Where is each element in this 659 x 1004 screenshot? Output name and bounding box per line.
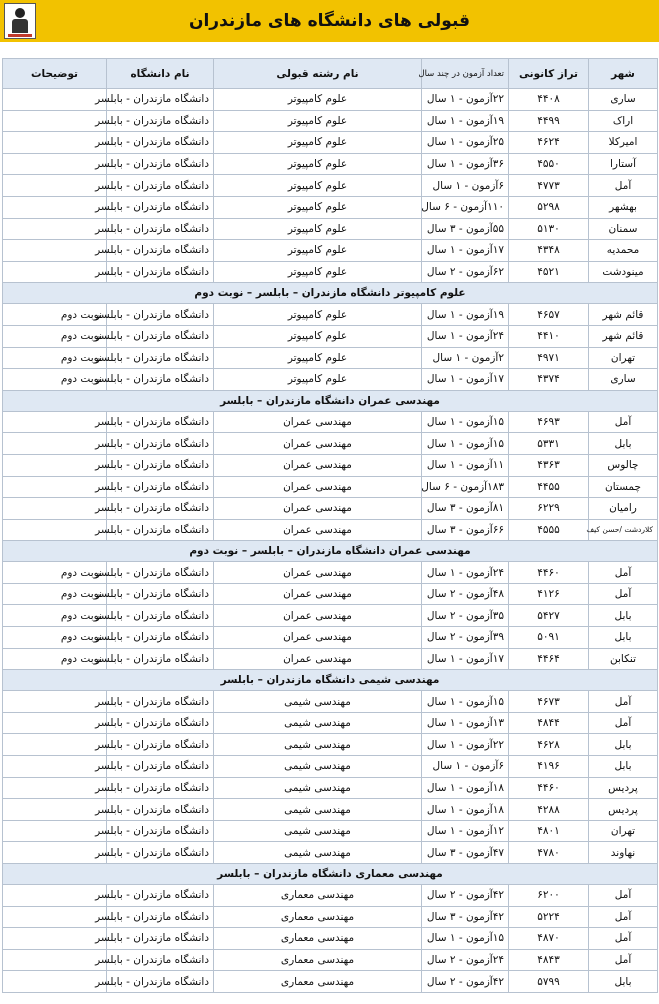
major-cell: علوم کامپیوتر <box>214 261 422 283</box>
table-row <box>3 949 658 971</box>
admissions-table <box>2 58 658 993</box>
university-cell: دانشگاه مازندران - بابلسر <box>107 261 214 283</box>
university-cell: دانشگاه مازندران - بابلسر <box>107 885 214 907</box>
header-university: نام دانشگاه <box>107 59 214 89</box>
city-cell: امیرکلا <box>589 132 658 154</box>
exams-cell: ۸۱آزمون - ۳ سال <box>422 498 509 520</box>
university-cell: دانشگاه مازندران - بابلسر <box>107 519 214 541</box>
city-cell: بابل <box>589 734 658 756</box>
table-row <box>3 928 658 950</box>
note-cell <box>3 498 107 520</box>
section-header-row <box>3 670 658 691</box>
section-header-row <box>3 390 658 411</box>
exams-cell: ۱۷آزمون - ۱ سال <box>422 648 509 670</box>
university-cell: دانشگاه مازندران - بابلسر <box>107 89 214 111</box>
score-cell: ۴۴۹۹ <box>509 110 589 132</box>
city-cell: قائم شهر <box>589 304 658 326</box>
exams-cell: ۲۲آزمون - ۱ سال <box>422 89 509 111</box>
score-cell: ۴۶۲۴ <box>509 132 589 154</box>
university-cell: دانشگاه مازندران - بابلسر <box>107 476 214 498</box>
section-header-row <box>3 541 658 562</box>
table-row <box>3 369 658 391</box>
exams-cell: ۲۴آزمون - ۱ سال <box>422 325 509 347</box>
score-cell: ۵۰۹۱ <box>509 627 589 649</box>
score-cell: ۴۷۷۳ <box>509 175 589 197</box>
score-cell: ۴۶۷۳ <box>509 691 589 713</box>
table-row <box>3 132 658 154</box>
city-cell: بابل <box>589 433 658 455</box>
city-cell: بهشهر <box>589 196 658 218</box>
score-cell: ۴۸۴۴ <box>509 712 589 734</box>
major-cell: علوم کامپیوتر <box>214 347 422 369</box>
university-cell: دانشگاه مازندران - بابلسر <box>107 454 214 476</box>
section-title: علوم کامپیوتر دانشگاه مازندران – بابلسر – نوبت دوم <box>3 283 658 304</box>
note-cell: نوبت دوم <box>3 583 107 605</box>
table-row <box>3 627 658 649</box>
city-cell: اراک <box>589 110 658 132</box>
table-row <box>3 906 658 928</box>
score-cell: ۵۷۹۹ <box>509 971 589 993</box>
university-cell: دانشگاه مازندران - بابلسر <box>107 949 214 971</box>
major-cell: مهندسی شیمی <box>214 842 422 864</box>
score-cell: ۴۱۲۶ <box>509 583 589 605</box>
exams-cell: ۱۱آزمون - ۱ سال <box>422 454 509 476</box>
city-cell: آمل <box>589 562 658 584</box>
table-row <box>3 261 658 283</box>
score-cell: ۴۴۵۵ <box>509 476 589 498</box>
header-city: شهر <box>589 59 658 89</box>
university-cell: دانشگاه مازندران - بابلسر <box>107 971 214 993</box>
score-cell: ۴۵۲۱ <box>509 261 589 283</box>
note-cell <box>3 799 107 821</box>
exams-cell: ۱۲آزمون - ۱ سال <box>422 820 509 842</box>
exams-cell: ۱۵آزمون - ۱ سال <box>422 691 509 713</box>
university-cell: دانشگاه مازندران - بابلسر <box>107 411 214 433</box>
score-cell: ۴۵۵۰ <box>509 153 589 175</box>
note-cell: نوبت دوم <box>3 369 107 391</box>
note-cell <box>3 240 107 262</box>
city-cell: نهاوند <box>589 842 658 864</box>
university-cell: دانشگاه مازندران - بابلسر <box>107 906 214 928</box>
table-row <box>3 196 658 218</box>
header-score: تراز کانونی <box>509 59 589 89</box>
table-row <box>3 885 658 907</box>
section-title: مهندسی شیمی دانشگاه مازندران – بابلسر <box>3 670 658 691</box>
score-cell: ۴۶۲۸ <box>509 734 589 756</box>
major-cell: علوم کامپیوتر <box>214 304 422 326</box>
major-cell: مهندسی شیمی <box>214 734 422 756</box>
table-row <box>3 304 658 326</box>
major-cell: علوم کامپیوتر <box>214 218 422 240</box>
major-cell: مهندسی عمران <box>214 562 422 584</box>
note-cell <box>3 89 107 111</box>
major-cell: مهندسی عمران <box>214 476 422 498</box>
city-cell: آمل <box>589 885 658 907</box>
exams-cell: ۲۵آزمون - ۱ سال <box>422 132 509 154</box>
score-cell: ۴۶۹۳ <box>509 411 589 433</box>
score-cell: ۴۳۶۳ <box>509 454 589 476</box>
university-cell: دانشگاه مازندران - بابلسر <box>107 648 214 670</box>
university-cell: دانشگاه مازندران - بابلسر <box>107 605 214 627</box>
note-cell: نوبت دوم <box>3 648 107 670</box>
major-cell: علوم کامپیوتر <box>214 153 422 175</box>
note-cell <box>3 519 107 541</box>
note-cell <box>3 949 107 971</box>
city-cell: آمل <box>589 928 658 950</box>
city-cell: بابل <box>589 605 658 627</box>
score-cell: ۵۲۹۸ <box>509 196 589 218</box>
exams-cell: ۴۷آزمون - ۳ سال <box>422 842 509 864</box>
table-row <box>3 325 658 347</box>
score-cell: ۵۴۲۷ <box>509 605 589 627</box>
note-cell: نوبت دوم <box>3 347 107 369</box>
city-cell: پردیس <box>589 799 658 821</box>
section-title: مهندسی عمران دانشگاه مازندران – بابلسر <box>3 390 658 411</box>
city-cell: کلاردشت /حسن کیف <box>589 519 658 541</box>
city-cell: پردیس <box>589 777 658 799</box>
exams-cell: ۱۷آزمون - ۱ سال <box>422 240 509 262</box>
table-row <box>3 498 658 520</box>
note-cell <box>3 411 107 433</box>
university-cell: دانشگاه مازندران - بابلسر <box>107 369 214 391</box>
note-cell <box>3 218 107 240</box>
note-cell <box>3 842 107 864</box>
university-cell: دانشگاه مازندران - بابلسر <box>107 928 214 950</box>
university-cell: دانشگاه مازندران - بابلسر <box>107 218 214 240</box>
note-cell <box>3 433 107 455</box>
note-cell <box>3 928 107 950</box>
table-row <box>3 347 658 369</box>
header-notes: توضیحات <box>3 59 107 89</box>
score-cell: ۴۸۰۱ <box>509 820 589 842</box>
section-header-row <box>3 283 658 304</box>
city-cell: بابل <box>589 971 658 993</box>
note-cell <box>3 971 107 993</box>
university-cell: دانشگاه مازندران - بابلسر <box>107 734 214 756</box>
score-cell: ۴۸۷۰ <box>509 928 589 950</box>
table-row <box>3 476 658 498</box>
section-title: مهندسی عمران دانشگاه مازندران – بابلسر – نوبت دوم <box>3 541 658 562</box>
header-exams: تعداد آزمون در چند سال <box>422 59 509 89</box>
major-cell: مهندسی عمران <box>214 605 422 627</box>
city-cell: بابل <box>589 756 658 778</box>
city-cell: آمل <box>589 949 658 971</box>
major-cell: علوم کامپیوتر <box>214 240 422 262</box>
table-row <box>3 240 658 262</box>
exams-cell: ۳۵آزمون - ۲ سال <box>422 605 509 627</box>
city-cell: بابل <box>589 627 658 649</box>
exams-cell: ۱۵آزمون - ۱ سال <box>422 928 509 950</box>
major-cell: مهندسی عمران <box>214 627 422 649</box>
score-cell: ۵۱۳۰ <box>509 218 589 240</box>
note-cell <box>3 454 107 476</box>
page-title: قبولی های دانشگاه های مازندران <box>188 11 471 31</box>
table-row <box>3 433 658 455</box>
major-cell: علوم کامپیوتر <box>214 325 422 347</box>
university-cell: دانشگاه مازندران - بابلسر <box>107 240 214 262</box>
score-cell: ۴۴۶۰ <box>509 777 589 799</box>
table-row <box>3 605 658 627</box>
exams-cell: ۴۸آزمون - ۲ سال <box>422 583 509 605</box>
table-row <box>3 777 658 799</box>
note-cell: نوبت دوم <box>3 627 107 649</box>
table-row <box>3 519 658 541</box>
note-cell: نوبت دوم <box>3 325 107 347</box>
university-cell: دانشگاه مازندران - بابلسر <box>107 756 214 778</box>
city-cell: آمل <box>589 175 658 197</box>
table-row <box>3 734 658 756</box>
exams-cell: ۶آزمون - ۱ سال <box>422 175 509 197</box>
university-cell: دانشگاه مازندران - بابلسر <box>107 433 214 455</box>
major-cell: مهندسی معماری <box>214 928 422 950</box>
major-cell: مهندسی معماری <box>214 906 422 928</box>
city-cell: تنکابن <box>589 648 658 670</box>
major-cell: مهندسی عمران <box>214 498 422 520</box>
section-title: مهندسی معماری دانشگاه مازندران – بابلسر <box>3 864 658 885</box>
major-cell: مهندسی شیمی <box>214 691 422 713</box>
major-cell: علوم کامپیوتر <box>214 132 422 154</box>
score-cell: ۶۲۲۹ <box>509 498 589 520</box>
major-cell: مهندسی معماری <box>214 949 422 971</box>
exams-cell: ۱۷آزمون - ۱ سال <box>422 369 509 391</box>
major-cell: مهندسی شیمی <box>214 799 422 821</box>
table-row <box>3 648 658 670</box>
university-cell: دانشگاه مازندران - بابلسر <box>107 712 214 734</box>
exams-cell: ۵۵آزمون - ۳ سال <box>422 218 509 240</box>
city-cell: تهران <box>589 347 658 369</box>
university-cell: دانشگاه مازندران - بابلسر <box>107 777 214 799</box>
score-cell: ۴۵۵۵ <box>509 519 589 541</box>
table-row <box>3 712 658 734</box>
university-cell: دانشگاه مازندران - بابلسر <box>107 153 214 175</box>
major-cell: علوم کامپیوتر <box>214 89 422 111</box>
logo-icon <box>4 3 36 39</box>
score-cell: ۴۴۰۸ <box>509 89 589 111</box>
exams-cell: ۳۶آزمون - ۱ سال <box>422 153 509 175</box>
university-cell: دانشگاه مازندران - بابلسر <box>107 820 214 842</box>
note-cell <box>3 153 107 175</box>
exams-cell: ۴۲آزمون - ۲ سال <box>422 971 509 993</box>
score-cell: ۶۲۰۰ <box>509 885 589 907</box>
major-cell: مهندسی شیمی <box>214 756 422 778</box>
city-cell: رامیان <box>589 498 658 520</box>
note-cell: نوبت دوم <box>3 304 107 326</box>
score-cell: ۴۴۶۴ <box>509 648 589 670</box>
score-cell: ۴۳۷۴ <box>509 369 589 391</box>
major-cell: مهندسی معماری <box>214 971 422 993</box>
table-row <box>3 411 658 433</box>
note-cell: نوبت دوم <box>3 605 107 627</box>
city-cell: چمستان <box>589 476 658 498</box>
major-cell: مهندسی معماری <box>214 885 422 907</box>
city-cell: آمل <box>589 411 658 433</box>
university-cell: دانشگاه مازندران - بابلسر <box>107 627 214 649</box>
exams-cell: ۱۸آزمون - ۱ سال <box>422 799 509 821</box>
exams-cell: ۱۳آزمون - ۱ سال <box>422 712 509 734</box>
score-cell: ۴۸۴۳ <box>509 949 589 971</box>
exams-cell: ۶۲آزمون - ۲ سال <box>422 261 509 283</box>
score-cell: ۵۲۲۴ <box>509 906 589 928</box>
score-cell: ۴۹۷۱ <box>509 347 589 369</box>
major-cell: مهندسی شیمی <box>214 712 422 734</box>
major-cell: علوم کامپیوتر <box>214 110 422 132</box>
exams-cell: ۱۵آزمون - ۱ سال <box>422 411 509 433</box>
note-cell: نوبت دوم <box>3 562 107 584</box>
exams-cell: ۴۲آزمون - ۳ سال <box>422 906 509 928</box>
table-row <box>3 562 658 584</box>
major-cell: علوم کامپیوتر <box>214 175 422 197</box>
note-cell <box>3 820 107 842</box>
note-cell <box>3 175 107 197</box>
header-major: نام رشته قبولی <box>214 59 422 89</box>
table-row <box>3 799 658 821</box>
table-row <box>3 110 658 132</box>
university-cell: دانشگاه مازندران - بابلسر <box>107 562 214 584</box>
note-cell <box>3 906 107 928</box>
major-cell: مهندسی عمران <box>214 454 422 476</box>
major-cell: مهندسی عمران <box>214 411 422 433</box>
city-cell: آمل <box>589 691 658 713</box>
exams-cell: ۶آزمون - ۱ سال <box>422 756 509 778</box>
note-cell <box>3 777 107 799</box>
university-cell: دانشگاه مازندران - بابلسر <box>107 842 214 864</box>
exams-cell: ۶۶آزمون - ۳ سال <box>422 519 509 541</box>
note-cell <box>3 712 107 734</box>
exams-cell: ۱۸آزمون - ۱ سال <box>422 777 509 799</box>
city-cell: آمل <box>589 906 658 928</box>
city-cell: آمل <box>589 712 658 734</box>
table-row <box>3 583 658 605</box>
table-row <box>3 175 658 197</box>
note-cell <box>3 476 107 498</box>
note-cell <box>3 756 107 778</box>
exams-cell: ۱۹آزمون - ۱ سال <box>422 110 509 132</box>
score-cell: ۴۲۸۸ <box>509 799 589 821</box>
major-cell: مهندسی شیمی <box>214 777 422 799</box>
score-cell: ۴۶۵۷ <box>509 304 589 326</box>
table-row <box>3 89 658 111</box>
university-cell: دانشگاه مازندران - بابلسر <box>107 347 214 369</box>
table-row <box>3 842 658 864</box>
city-cell: تهران <box>589 820 658 842</box>
score-cell: ۴۷۸۰ <box>509 842 589 864</box>
score-cell: ۴۴۶۰ <box>509 562 589 584</box>
score-cell: ۴۳۴۸ <box>509 240 589 262</box>
exams-cell: ۱۸۳آزمون - ۶ سال <box>422 476 509 498</box>
exams-cell: ۱۹آزمون - ۱ سال <box>422 304 509 326</box>
score-cell: ۵۳۳۱ <box>509 433 589 455</box>
table-row <box>3 820 658 842</box>
exams-cell: ۲۴آزمون - ۱ سال <box>422 562 509 584</box>
exams-cell: ۴۲آزمون - ۲ سال <box>422 885 509 907</box>
note-cell <box>3 261 107 283</box>
city-cell: چالوس <box>589 454 658 476</box>
university-cell: دانشگاه مازندران - بابلسر <box>107 799 214 821</box>
university-cell: دانشگاه مازندران - بابلسر <box>107 175 214 197</box>
university-cell: دانشگاه مازندران - بابلسر <box>107 325 214 347</box>
major-cell: علوم کامپیوتر <box>214 369 422 391</box>
city-cell: قائم شهر <box>589 325 658 347</box>
major-cell: مهندسی عمران <box>214 583 422 605</box>
score-cell: ۴۴۱۰ <box>509 325 589 347</box>
table-row <box>3 971 658 993</box>
university-cell: دانشگاه مازندران - بابلسر <box>107 691 214 713</box>
exams-cell: ۲آزمون - ۱ سال <box>422 347 509 369</box>
title-banner <box>0 0 659 42</box>
city-cell: محمدیه <box>589 240 658 262</box>
note-cell <box>3 691 107 713</box>
university-cell: دانشگاه مازندران - بابلسر <box>107 196 214 218</box>
exams-cell: ۱۵آزمون - ۱ سال <box>422 433 509 455</box>
table-header-row <box>3 59 658 89</box>
note-cell <box>3 132 107 154</box>
note-cell <box>3 196 107 218</box>
note-cell <box>3 885 107 907</box>
major-cell: مهندسی عمران <box>214 648 422 670</box>
major-cell: علوم کامپیوتر <box>214 196 422 218</box>
exams-cell: ۲۴آزمون - ۲ سال <box>422 949 509 971</box>
major-cell: مهندسی شیمی <box>214 820 422 842</box>
city-cell: مینودشت <box>589 261 658 283</box>
city-cell: آمل <box>589 583 658 605</box>
city-cell: آستارا <box>589 153 658 175</box>
score-cell: ۴۱۹۶ <box>509 756 589 778</box>
exams-cell: ۱۱۰آزمون - ۶ سال <box>422 196 509 218</box>
major-cell: مهندسی عمران <box>214 433 422 455</box>
section-header-row <box>3 864 658 885</box>
university-cell: دانشگاه مازندران - بابلسر <box>107 498 214 520</box>
university-cell: دانشگاه مازندران - بابلسر <box>107 110 214 132</box>
university-cell: دانشگاه مازندران - بابلسر <box>107 583 214 605</box>
university-cell: دانشگاه مازندران - بابلسر <box>107 304 214 326</box>
table-row <box>3 153 658 175</box>
note-cell <box>3 734 107 756</box>
exams-cell: ۲۲آزمون - ۱ سال <box>422 734 509 756</box>
major-cell: مهندسی عمران <box>214 519 422 541</box>
table-row <box>3 756 658 778</box>
city-cell: ساری <box>589 89 658 111</box>
city-cell: سمنان <box>589 218 658 240</box>
table-row <box>3 218 658 240</box>
table-row <box>3 454 658 476</box>
university-cell: دانشگاه مازندران - بابلسر <box>107 132 214 154</box>
exams-cell: ۳۹آزمون - ۲ سال <box>422 627 509 649</box>
city-cell: ساری <box>589 369 658 391</box>
table-row <box>3 691 658 713</box>
note-cell <box>3 110 107 132</box>
